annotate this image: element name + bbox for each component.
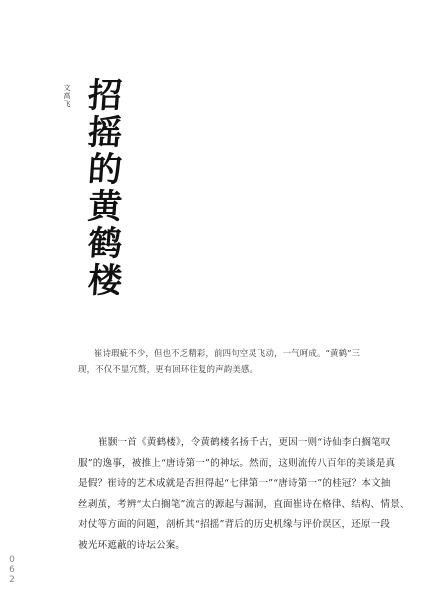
body-line: 是假？崔诗的艺术成就是否担得起“七律第一”“唐诗第一”的桂冠？本文抽 (78, 478, 391, 489)
abstract-line: 崔诗瑕疵不少，但也不乏精彩，前四句空灵飞动，一气呵成。“黄鹤”三 (94, 348, 361, 358)
page-number-digit: 6 (9, 565, 15, 575)
body-line: 对仗等方面的问题，剖析其“招摇”背后的历史机缘与评价误区，还原一段 (78, 519, 391, 530)
author-byline (61, 84, 73, 108)
author-name: 文高飞 (63, 84, 71, 108)
article-title (82, 78, 128, 300)
title-char: 的 (86, 150, 124, 190)
title-char: 黄 (86, 187, 124, 227)
page-number-digit: 2 (9, 575, 15, 585)
page-number (7, 555, 17, 585)
body-line: 丝剥茧，考辨“太白搁笔”流言的源起与漏洞，直面崔诗在格律、结构、情景、 (78, 498, 410, 510)
body-line: 被光环遮蔽的诗坛公案。 (78, 539, 186, 551)
title-char: 鹤 (86, 224, 124, 264)
page-number-digit: 0 (9, 555, 15, 565)
article-body (78, 433, 410, 556)
abstract-line: 现，不仅不显冗赘，更有回环往复的声韵美感。 (78, 364, 259, 374)
article-abstract (78, 345, 374, 377)
title-char: 摇 (86, 113, 124, 153)
title-char: 招 (86, 76, 124, 116)
body-line: 服”的逸事，被推上“唐诗第一”的神坛。然而，这则流传八百年的美谈是真 (78, 457, 396, 469)
title-char: 楼 (86, 261, 124, 301)
body-line: 崔颢一首《黄鹤楼》，令黄鹤楼名扬千古，更因一则“诗仙李白搁笔叹 (98, 437, 391, 448)
